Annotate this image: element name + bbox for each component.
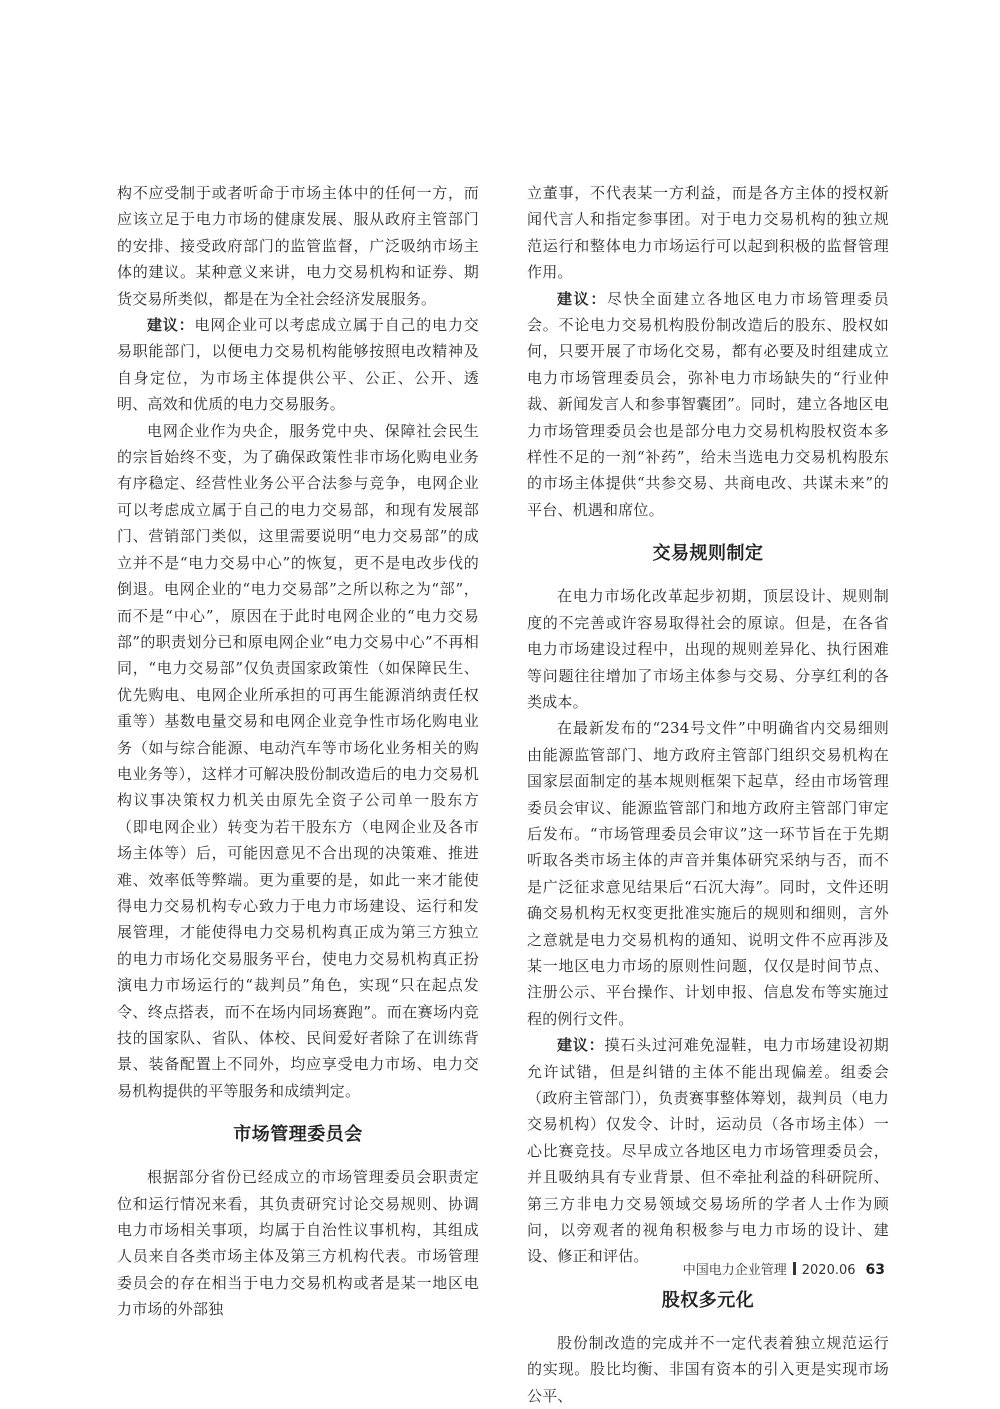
suggestion-label: 建议：: [557, 1036, 605, 1055]
suggestion-paragraph: [527, 1032, 889, 1270]
issue-number: 2020.06: [801, 1263, 856, 1278]
suggestion-label: 建议：: [557, 289, 608, 308]
section-heading: 市场管理委员会: [233, 1124, 363, 1146]
suggestion-text: 摸石头过河难免湿鞋，电力市场建设初期允许试错，但是纠错的主体不能出现偏差。组委会（政府主管部门），负责赛事整体筹划，裁判员（电力交易机构）仅发令、计时，运动员（各市场主体）一心比赛竞技。尽早成立各地区电力市场管理委员会，并且吸纳具有专业背景、但不牵扯利益的科研院所、第三方非电力交易领域交易场所的学者人士作为顾问，以旁观者的视角积极参与电力市场的设计、建设、修正和评估。: [527, 1036, 889, 1266]
paragraph: 在最新发布的“234号文件”中明确省内交易细则由能源监管部门、地方政府主管部门组织交易机构在国家层面制定的基本规则框架下起草，经由市场管理委员会审议、能源监管部门和地方政府主管部门审定后发布。“市场管理委员会审议”这一环节旨在于先期听取各类市场主体的声音并集体研究采纳与否，而不是广泛征求意见结果后“石沉大海”。同时，文件还明确交易机构无权变更批准实施后的规则和细则，言外之意就是电力交易机构的通知、说明文件不应再涉及某一地区电力市场的原则性问题，仅仅是时间节点、注册公示、平台操作、计划申报、信息发布等实施过程的例行文件。: [527, 719, 889, 1028]
suggestion-label: 建议：: [147, 316, 195, 335]
suggestion-text: 尽快全面建立各地区电力市场管理委员会。不论电力交易机构股份制改造后的股东、股权如何，只要开展了市场化交易，都有必要及时组建成立电力市场管理委员会，弥补电力市场缺失的“行业仲裁、新闻发言人和参事智囊团”。同时，建立各地区电力市场管理委员会也是部分电力交易机构股权资本多样性不足的一剂“补药”，给未当选电力交易机构股东的市场主体提供“共参交易、共商电改、共谋未来”的平台、机遇和席位。: [527, 289, 889, 519]
page-footer: [683, 1259, 885, 1278]
page-number: 63: [865, 1262, 885, 1278]
paragraph: 根据部分省份已经成立的市场管理委员会职责定位和运行情况来看，其负责研究讨论交易规则、协调电力市场相关事项，均属于自治性议事机构，其组成人员来自各类市场主体及第三方机构代表。市场管理委员会的存在相当于电力交易机构或者是某一地区电力市场的外部独: [117, 1168, 479, 1319]
suggestion-text: 电网企业可以考虑成立属于自己的电力交易职能部门，以便电力交易机构能够按照电改精神及自身定位，为市场主体提供公平、公正、公开、透明、高效和优质的电力交易服务。: [117, 316, 479, 414]
journal-name: 中国电力企业管理: [682, 1263, 787, 1278]
paragraph: 立董事，不代表某一方利益，而是各方主体的授权新闻代言人和指定参事团。对于电力交易机构的独立规范运行和整体电力市场运行可以起到积极的监督管理作用。: [527, 184, 889, 282]
paragraph: 在电力市场化改革起步初期，顶层设计、规则制度的不完善或许容易取得社会的原谅。但是，在各省电力市场建设过程中，出现的规则差异化、执行困难等问题往往增加了市场主体参与交易、分享红利的各类成本。: [527, 587, 889, 711]
suggestion-paragraph: [527, 286, 889, 524]
paragraph: 股份制改造的完成并不一定代表着独立规范运行的实现。股比均衡、非国有资本的引入更是实现市场公平、: [527, 1333, 889, 1405]
footer-divider: [793, 1262, 796, 1275]
section-heading: 股权多元化: [661, 1289, 755, 1311]
right-column: [527, 180, 889, 1409]
paragraph: 电网企业作为央企，服务党中央、保障社会民生的宗旨始终不变，为了确保政策性非市场化购电业务有序稳定、经营性业务公平合法参与竞争，电网企业可以考虑成立属于自己的电力交易部，和现有发展部门、营销部门类似，这里需要说明“电力交易部”的成立并不是“电力交易中心”的恢复，更不是电改步伐的倒退。电网企业的“电力交易部”之所以称之为“部”，而不是“中心”，原因在于此时电网企业的“电力交易部”的职责划分已和原电网企业“电力交易中心”不再相同，“电力交易部”仅负责国家政策性（如保障民生、优先购电、电网企业所承担的可再生能源消纳责任权重等）基数电量交易和电网企业竞争性市场化购电业务（如与综合能源、电动汽车等市场化业务相关的购电业务等），这样才可解决股份制改造后的电力交易机构议事决策权力机关由原先全资子公司单一股东方（即电网企业）转变为若干股东方（电网企业及各市场主体等）后，可能因意见不合出现的决策难、推进难、效率低等弊端。更为重要的是，如此一来才能使得电力交易机构专心致力于电力市场建设、运行和发展管理，才能使得电力交易机构真正成为第三方独立的电力市场化交易服务平台，使电力交易机构真正扮演电力市场运行的“裁判员”角色，实现“只在起点发令、终点搭表，而不在场内同场赛跑”。而在赛场内竞技的国家队、省队、体校、民间爱好者除了在训练背景、装备配置上不同外，均应享受电力市场、电力交易机构提供的平等服务和成绩判定。: [117, 421, 479, 1100]
section-heading: 交易规则制定: [652, 543, 764, 565]
left-column: [117, 180, 479, 1323]
paragraph: 构不应受制于或者听命于市场主体中的任何一方，而应该立足于电力市场的健康发展、服从政府主管部门的安排、接受政府部门的监管监督，广泛吸纳市场主体的建议。某种意义来讲，电力交易机构和证券、期货交易所类似，都是在为全社会经济发展服务。: [117, 184, 479, 308]
suggestion-paragraph: [117, 312, 479, 418]
